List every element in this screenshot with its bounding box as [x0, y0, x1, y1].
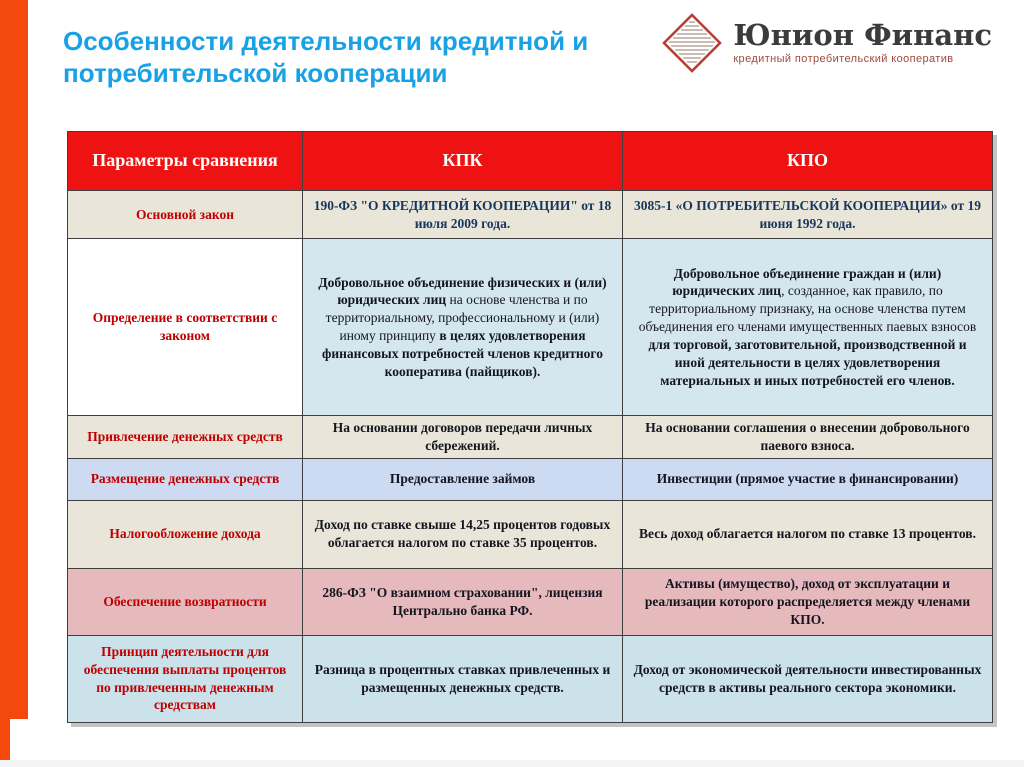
definition-segment: на основе членства и по территориальному, профессиональному и (или) иному принципу [325, 292, 600, 343]
logo-name: Юнион Финанс [733, 18, 992, 53]
table-row [68, 239, 993, 416]
parameter-label: Основной закон [68, 191, 303, 239]
parameter-label: Обеспечение возвратности [68, 568, 303, 635]
logo-tagline: кредитный потребительский кооператив [733, 52, 954, 65]
left-accent-bar-tail [0, 719, 10, 760]
kpo-cell: Весь доход облагается налогом по ставке 13 процентов. [623, 500, 993, 568]
kpk-cell: На основании договоров передачи личных сбережений. [303, 416, 623, 459]
column-header-kpo: КПО [623, 132, 993, 191]
logo-diamond-icon [661, 12, 723, 74]
table-row [68, 416, 993, 459]
definition-segment: в целях удовлетворения финансовых потребностей членов кредитного кооператива (пайщиков). [322, 328, 603, 379]
table-row [68, 191, 993, 239]
table-row [68, 635, 993, 722]
kpk-cell: 190-ФЗ "О КРЕДИТНОЙ КООПЕРАЦИИ" от 18 июля 2009 года. [303, 191, 623, 239]
definition-segment: , созданное, как правило, по территориальному признаку, на основе членства путем объединения его членами имущественных паевых взносов [638, 283, 977, 335]
kpo-cell: 3085-1 «О ПОТРЕБИТЕЛЬСКОЙ КООПЕРАЦИИ» от 19 июня 1992 года. [623, 191, 993, 239]
table-header-row [68, 132, 993, 191]
parameter-label: Привлечение денежных средств [68, 416, 303, 459]
definition-segment: Добровольное объединение граждан и (или) юридических лиц [672, 265, 942, 299]
table-row [68, 458, 993, 500]
column-header-parameters: Параметры сравнения [68, 132, 303, 191]
kpo-cell: Доход от экономической деятельности инвестированных средств в активы реального сектора экономики. [623, 635, 993, 722]
column-header-kpk: КПК [303, 132, 623, 191]
kpk-cell: Доход по ставке свыше 14,25 процентов годовых облагается налогом по ставке 35 процентов. [303, 500, 623, 568]
left-accent-bar [0, 0, 28, 719]
comparison-table [67, 131, 993, 723]
kpo-cell: На основании соглашения о внесении добровольного паевого взноса. [623, 416, 993, 459]
kpo-cell [623, 239, 993, 416]
kpk-cell: Предоставление займов [303, 458, 623, 500]
slide-title: Особенности деятельности кредитной и потребительской кооперации [63, 26, 589, 88]
company-logo [661, 12, 992, 74]
bottom-edge-strip [0, 760, 1024, 767]
parameter-label: Принцип деятельности для обеспечения выплаты процентов по привлеченным денежным средствам [68, 635, 303, 722]
parameter-label: Налогообложение дохода [68, 500, 303, 568]
kpk-cell: 286-ФЗ "О взаимном страховании", лицензия Центрально банка РФ. [303, 568, 623, 635]
definition-segment: Добровольное объединение физических и (или) юридических лиц [318, 274, 607, 308]
kpk-cell: Разница в процентных ставках привлеченных и размещенных денежных средств. [303, 635, 623, 722]
kpo-cell: Инвестиции (прямое участие в финансировании) [623, 458, 993, 500]
parameter-label: Определение в соответствии с законом [68, 239, 303, 416]
kpk-cell [303, 239, 623, 416]
table-row [68, 500, 993, 568]
definition-segment: для торговой, заготовительной, производственной и иной деятельности в целях удовлетворения материальных и иных потребностей его членов. [648, 336, 967, 388]
parameter-label: Размещение денежных средств [68, 458, 303, 500]
table-row [68, 568, 993, 635]
kpo-cell: Активы (имущество), доход от эксплуатации и реализации которого распределяется между членами КПО. [623, 568, 993, 635]
